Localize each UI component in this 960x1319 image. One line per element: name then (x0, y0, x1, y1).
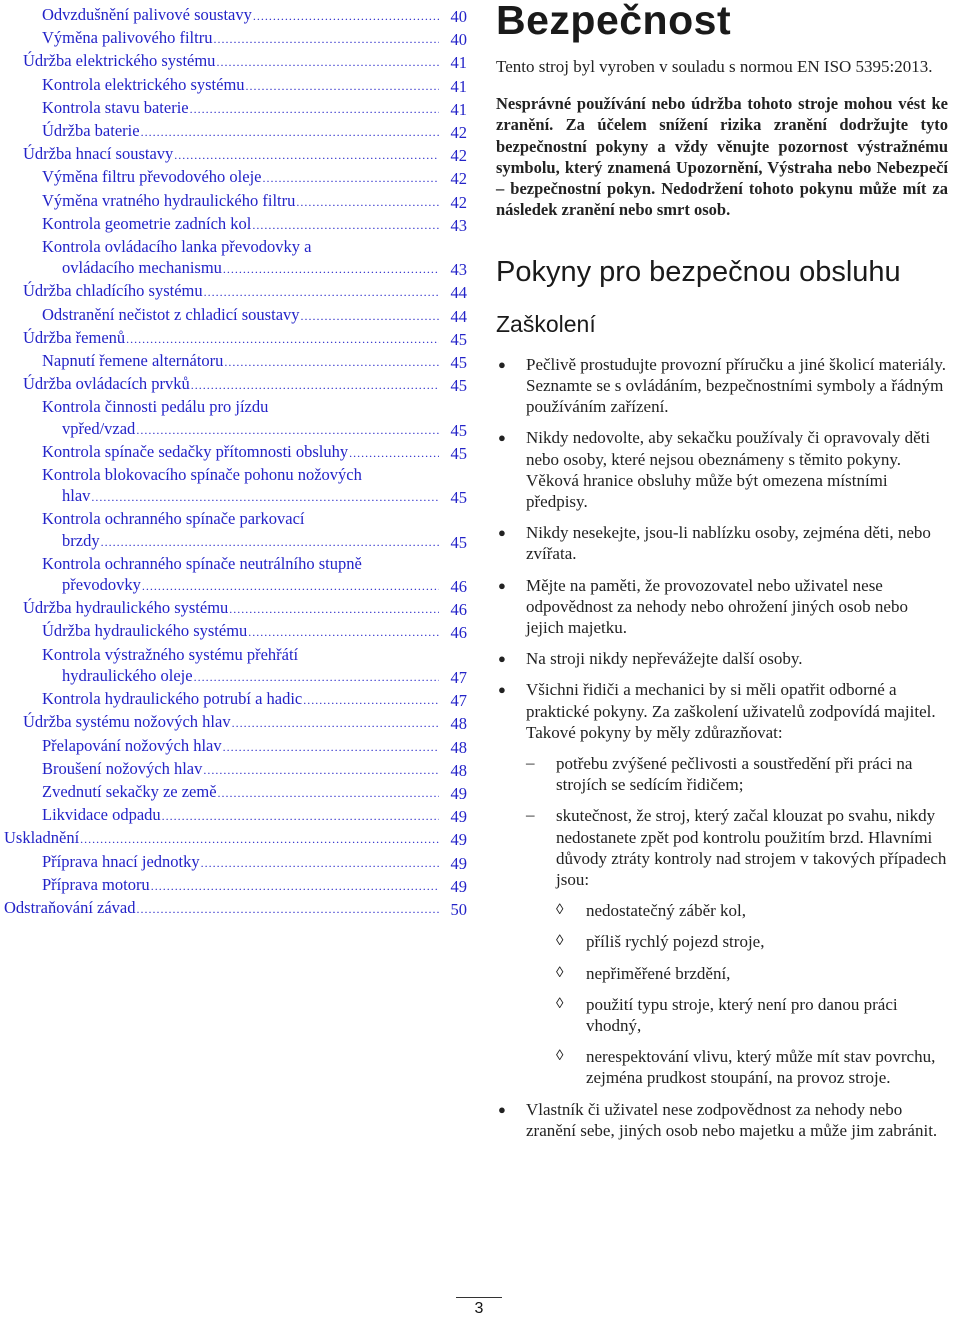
toc-entry-label: Kontrola spínače sedačky přítomnosti obsluhy (42, 441, 349, 461)
toc-entry[interactable] (0, 396, 470, 440)
toc-entry-label: Příprava hnací jednotky (42, 851, 200, 871)
toc-dot-leader (194, 667, 439, 688)
bullet-icon: ● (498, 356, 506, 372)
section-title-safe-operation: Pokyny pro bezpečnou obsluhu (496, 255, 901, 288)
toc-entry-label-continued: vpřed/vzad (62, 418, 136, 438)
toc-page-number: 50 (450, 899, 467, 919)
diamond-icon: ◊ (556, 933, 564, 950)
toc-page-number: 44 (450, 283, 467, 303)
toc-dot-leader (203, 760, 439, 781)
toc-entry-label: Výměna filtru převodového oleje (42, 167, 262, 187)
toc-entry[interactable] (0, 4, 470, 27)
toc-page-number: 44 (450, 306, 467, 326)
toc-entry[interactable] (0, 143, 470, 166)
list-item: ◊ nerespektování vlivu, který může mít stav povrchu, zejména prudkost stoupání, na provoz stroje. (556, 1047, 936, 1088)
toc-entry-label: Kontrola blokovacího spínače pohonu nožových (42, 465, 362, 485)
toc-dot-leader (136, 420, 439, 441)
toc-page-number: 41 (450, 53, 467, 73)
bullet-icon: ● (498, 525, 506, 541)
toc-page-number: 45 (450, 443, 467, 463)
toc-entry[interactable] (0, 735, 470, 758)
list-item: ◊ nedostatečný záběr kol, (556, 901, 747, 921)
toc-entry[interactable] (0, 441, 470, 464)
list-item: ● Vlastník či uživatel nese zodpovědnost za nehody nebo zranění sebe, jiných osob nebo majetku a může jim zabránit. (498, 1099, 938, 1140)
toc-entry-label: Výměna palivového filtru (42, 28, 213, 48)
diamond-icon: ◊ (556, 964, 564, 981)
toc-dot-leader (246, 76, 439, 97)
subheading-training: Zaškolení (496, 310, 596, 337)
toc-dot-leader (201, 853, 439, 874)
toc-entry[interactable] (0, 711, 470, 734)
toc-entry[interactable] (0, 874, 470, 897)
toc-dot-leader (213, 29, 439, 50)
toc-page-number: 46 (450, 600, 467, 620)
toc-entry[interactable] (0, 373, 470, 396)
toc-page-number: 42 (450, 146, 467, 166)
toc-page-number: 48 (450, 714, 467, 734)
toc-entry[interactable] (0, 804, 470, 827)
toc-page-number: 45 (450, 420, 467, 440)
toc-dot-leader (223, 259, 439, 280)
toc-entry-label: Odstraňování závad (4, 897, 136, 917)
toc-entry-label: Zvednutí sekačky ze země (42, 781, 217, 801)
toc-entry-label: Výměna vratného hydraulického filtru (42, 190, 296, 210)
right-column (496, 0, 948, 1141)
toc-entry[interactable] (0, 304, 470, 327)
toc-dot-leader (151, 876, 439, 897)
toc-page-number: 47 (450, 667, 467, 687)
toc-page-number: 49 (450, 830, 467, 850)
toc-page-number: 46 (450, 623, 467, 643)
toc-entry[interactable] (0, 327, 470, 350)
toc-entry[interactable] (0, 190, 470, 213)
toc-entry-label: Kontrola ovládacího lanka převodovky a (42, 237, 312, 257)
page-footer (455, 1297, 503, 1318)
list-item: – skutečnost, že stroj, který začal klouzat po svahu, nikdy nedostanete zpět pod kontrolu použitím brzd. Hlavními důvody ztráty kontroly nad strojem v takových případech jsou: ◊ nedostatečný záběr kol, ◊ příliš rychlý pojezd stroje, ◊ nepřiměřené brzdění, ◊ použití typu stroje, který není pro danou práci vhodný, ◊ nerespektování vlivu, který může mít stav povrchu, zejména prudkost stoupání, na provoz stroje. (526, 805, 947, 1088)
list-item: ● Pečlivě prostudujte provozní příručku a jiné školicí materiály. Seznamte se s ovládáním, bezpečnostními symboly a řádným používáním zařízení. (498, 354, 947, 417)
toc-entry[interactable] (0, 897, 470, 920)
bullet-icon: ● (498, 682, 506, 698)
toc-dot-leader (80, 829, 439, 850)
list-item: – potřebu zvýšené pečlivosti a soustředění při práci na strojích se sedícím řidičem; (526, 753, 913, 795)
toc-entry[interactable] (0, 350, 470, 373)
toc-page-number: 45 (450, 488, 467, 508)
toc-entry[interactable] (0, 120, 470, 143)
toc-entry[interactable] (0, 280, 470, 303)
toc-entry-label: Broušení nožových hlav (42, 758, 203, 778)
toc-entry-label: Údržba systému nožových hlav (23, 712, 231, 732)
toc-dot-leader (252, 215, 439, 236)
toc-page-number: 48 (450, 737, 467, 757)
toc-page-number: 42 (450, 123, 467, 143)
list-item: ◊ použití typu stroje, který není pro danou práci vhodný, (556, 994, 898, 1036)
toc-entry-label: Údržba hydraulického systému (23, 598, 229, 618)
toc-entry-label-continued: hlav (62, 486, 91, 506)
dash-list (526, 753, 948, 1089)
toc-entry-label: Kontrola výstražného systému přehřátí (42, 644, 299, 664)
toc-entry-label: Údržba elektrického systému (23, 51, 216, 71)
toc-entry-label: Kontrola elektrického systému (42, 74, 245, 94)
toc-entry-label: Údržba chladícího systému (23, 281, 203, 301)
safety-warning-paragraph: Nesprávné používání nebo údržba tohoto stroje mohou vést ke zranění. Za účelem snížení rizika zranění dodržujte tyto bezpečnostní pokyny a vždy věnujte pozornost výstražnému symbolu, který znamená Upozornění, Výstraha nebo Nebezpečí – bezpečnostní pokyn. Nedodržení tohoto pokynu může mít za následek zranění nebo smrt osob. (496, 94, 948, 220)
toc-entry[interactable] (0, 644, 470, 688)
toc-entry[interactable] (0, 27, 470, 50)
list-item: ◊ nepřiměřené brzdění, (556, 963, 731, 983)
toc-entry-label: Kontrola geometrie zadních kol (42, 213, 252, 233)
toc-page-number: 47 (450, 691, 467, 711)
toc-dot-leader (91, 487, 439, 508)
toc-entry[interactable] (0, 758, 470, 781)
toc-page-number: 41 (450, 76, 467, 96)
toc-dot-leader (174, 145, 439, 166)
toc-dot-leader (101, 532, 439, 553)
list-item: ● Na stroji nikdy nepřevážejte další osoby. (498, 649, 803, 669)
bullet-icon: ● (498, 651, 506, 667)
toc-entry-label-continued: brzdy (62, 530, 100, 550)
toc-entry[interactable] (0, 213, 470, 236)
toc-dot-leader (162, 806, 439, 827)
toc-entry-label: Údržba hydraulického systému (42, 621, 248, 641)
bullet-icon: ● (498, 577, 506, 593)
toc-entry[interactable] (0, 597, 470, 620)
toc-dot-leader (204, 282, 439, 303)
toc-entry-label: Kontrola činnosti pedálu pro jízdu (42, 397, 269, 417)
toc-entry-label: Likvidace odpadu (42, 805, 161, 825)
dash-icon: – (526, 805, 535, 825)
toc-entry-label: Kontrola stavu baterie (42, 97, 189, 117)
training-bullet-list (496, 354, 948, 1141)
toc-page-number: 45 (450, 329, 467, 349)
toc-page-number: 43 (450, 215, 467, 235)
toc-entry-label: Přelapování nožových hlav (42, 735, 222, 755)
list-item: ● Nikdy nedovolte, aby sekačku používaly či opravovaly děti nebo osoby, které nejsou obeznámeny s těmito pokyny. Věková hranice obsluhy může být omezena místními předpisy. (498, 428, 931, 511)
toc-entry-label: Údržba řemenů (23, 327, 126, 347)
toc-entry[interactable] (0, 464, 470, 508)
toc-entry-label: Odstranění nečistot z chladicí soustavy (42, 304, 300, 324)
toc-entry[interactable] (0, 827, 470, 850)
bullet-icon: ● (498, 1101, 506, 1117)
toc-page-number: 40 (450, 7, 467, 26)
toc-dot-leader (218, 783, 439, 804)
toc-dot-leader (248, 622, 439, 643)
toc-dot-leader (229, 599, 439, 620)
toc-dot-leader (262, 168, 439, 189)
toc-dot-leader (303, 690, 439, 711)
list-item: ● Všichni řidiči a mechanici by si měli opatřit odborné a praktické pokyny. Za zaškolení uživatelů zodpovídá majitel. Takové pokyny by měly zdůrazňovat: – potřebu zvýšené pečlivosti a soustředění při práci na strojích se sedícím řidičem; – skutečnost, že stroj, který začal klouzat po svahu, nikdy nedostanete zpět pod kontrolu použitím brzd. Hlavními důvody ztráty kontroly nad strojem v takových případech jsou: ◊ nedostatečný záběr kol, ◊ příliš rychlý pojezd stroje, ◊ nepřiměřené brzdění, ◊ použití typu stroje, který není pro danou práci vhodný, ◊ nerespektování vlivu, který může mít stav povrchu, zejména prudkost stoupání, na provoz stroje. (498, 680, 947, 1088)
diamond-icon: ◊ (556, 1048, 564, 1065)
toc-entry[interactable] (0, 97, 470, 120)
toc-dot-leader (126, 329, 439, 350)
toc-entry-label-continued: hydraulického oleje (62, 665, 193, 685)
toc-entry[interactable] (0, 688, 470, 711)
toc-dot-leader (232, 713, 439, 734)
toc-page-number: 49 (450, 783, 467, 803)
toc-entry-label: Údržba baterie (42, 121, 140, 141)
page-number: 3 (474, 1300, 484, 1317)
toc-entry-label: Napnutí řemene alternátoru (42, 351, 224, 371)
toc-dot-leader (141, 122, 439, 143)
list-item: ● Mějte na paměti, že provozovatel nebo uživatel nese odpovědnost za nehody nebo ohrožení jiných osob nebo jejich majetku. (498, 575, 908, 638)
toc-entry[interactable] (0, 553, 470, 597)
toc-entry[interactable] (0, 508, 470, 552)
toc-entry-label-continued: ovládacího mechanismu (62, 258, 222, 278)
toc-dot-leader (142, 576, 439, 597)
toc-entry[interactable] (0, 236, 470, 280)
diamond-list (556, 900, 948, 1088)
toc-dot-leader (216, 52, 439, 73)
toc-entry[interactable] (0, 851, 470, 874)
toc-dot-leader (301, 306, 439, 327)
toc-page-number: 49 (450, 876, 467, 896)
list-item: ◊ příliš rychlý pojezd stroje, (556, 932, 765, 952)
toc-page-number: 40 (450, 30, 467, 50)
toc-page-number: 48 (450, 760, 467, 780)
toc-entry[interactable] (0, 50, 470, 73)
toc-entry-label: Údržba ovládacích prvků (23, 374, 190, 394)
toc-page-number: 46 (450, 577, 467, 597)
toc-dot-leader (349, 443, 439, 464)
toc-page-number: 49 (450, 807, 467, 827)
toc-entry-label: Příprava motoru (42, 874, 150, 894)
toc-entry-label-continued: převodovky (62, 575, 141, 595)
toc-entry-label: Odvzdušnění palivové soustavy (42, 5, 252, 24)
compliance-paragraph: Tento stroj byl vyroben v souladu s normou EN ISO 5395:2013. (496, 57, 933, 76)
toc-entry-label: Kontrola ochranného spínače neutrálního stupně (42, 553, 362, 573)
toc-page-number: 45 (450, 376, 467, 396)
toc-entry[interactable] (0, 620, 470, 643)
toc-dot-leader (296, 192, 439, 213)
toc-dot-leader (190, 99, 439, 120)
toc-page-number: 42 (450, 192, 467, 212)
diamond-icon: ◊ (556, 902, 564, 919)
toc-dot-leader (253, 6, 439, 27)
toc-page-number: 43 (450, 260, 467, 280)
toc-dot-leader (224, 352, 439, 373)
list-item: ● Nikdy nesekejte, jsou-li nablízku osoby, zejména děti, nebo zvířata. (498, 523, 931, 564)
toc-entry-label: Kontrola ochranného spínače parkovací (42, 509, 305, 529)
toc-dot-leader (137, 899, 440, 920)
toc-dot-leader (223, 737, 439, 758)
bullet-icon: ● (498, 430, 506, 446)
toc-entry[interactable] (0, 166, 470, 189)
toc-dot-leader (191, 375, 439, 396)
toc-entry-label: Uskladnění (4, 828, 80, 848)
section-title-safety: Bezpečnost (496, 0, 732, 43)
dash-icon: – (526, 753, 535, 773)
toc-entry-label: Kontrola hydraulického potrubí a hadic (42, 689, 303, 709)
toc-entry[interactable] (0, 74, 470, 97)
toc-page-number: 45 (450, 353, 467, 373)
table-of-contents (0, 4, 470, 920)
toc-page-number: 45 (450, 532, 467, 552)
toc-entry[interactable] (0, 781, 470, 804)
footer-rule (456, 1297, 502, 1298)
toc-entry-label: Údržba hnací soustavy (23, 144, 174, 164)
toc-page-number: 41 (450, 99, 467, 119)
diamond-icon: ◊ (556, 995, 564, 1012)
toc-page-number: 49 (450, 853, 467, 873)
toc-page-number: 42 (450, 169, 467, 189)
